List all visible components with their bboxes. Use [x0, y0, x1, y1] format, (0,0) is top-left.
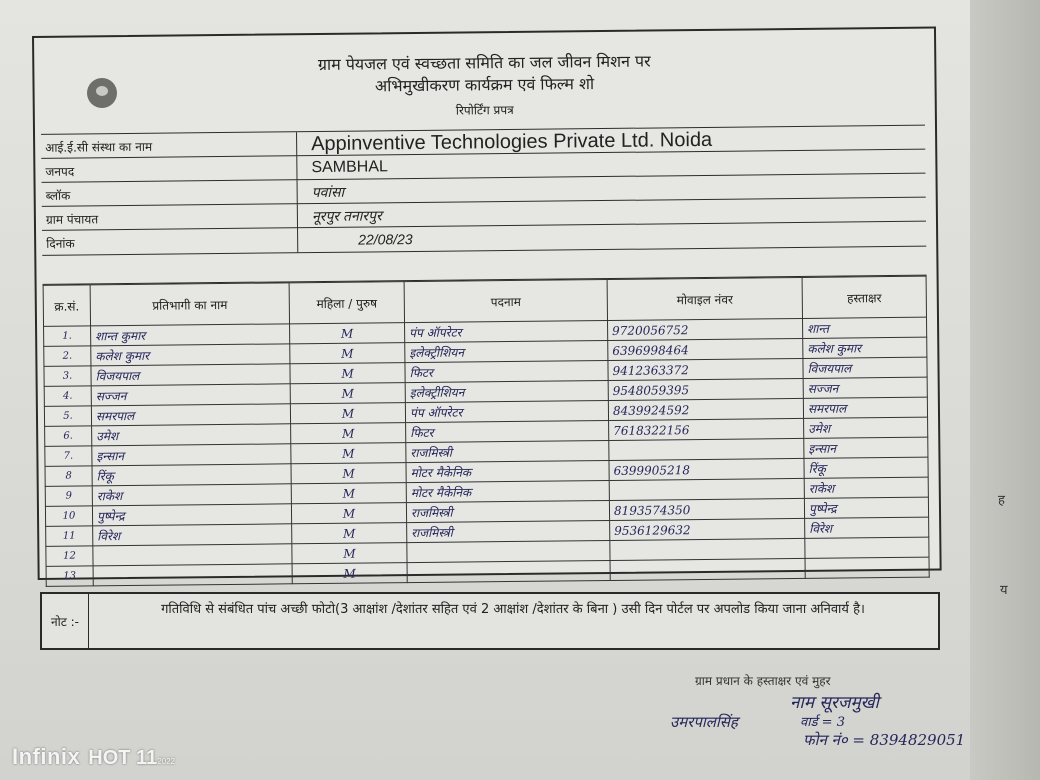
watermark-brand: Infinix — [12, 744, 81, 769]
cell-name: विरेश — [93, 524, 292, 546]
cell-gender: M — [291, 443, 406, 464]
cell-name: इन्सान — [92, 444, 291, 466]
cell-signature — [805, 537, 929, 558]
field-label: जनपद — [45, 164, 75, 179]
cell-gender: M — [290, 323, 405, 344]
col-header-gender: महिला / पुरुष — [289, 282, 404, 324]
form-title-line2: अभिमुखीकरण कार्यक्रम एवं फिल्म शो — [374, 74, 595, 96]
cell-signature: रिंकू — [804, 457, 928, 478]
cell-mobile: 9536129632 — [610, 518, 805, 540]
note-box — [40, 592, 940, 650]
cell-name: पुष्पेन्द्र — [92, 504, 291, 526]
field-label: ब्लॉक — [45, 188, 71, 203]
field-label: आई.ई.सी संस्था का नाम — [45, 139, 153, 155]
cell-name: राकेश — [92, 484, 291, 506]
cell-mobile: 8439924592 — [608, 398, 803, 420]
jal-jeevan-mission-logo — [52, 68, 152, 118]
cell-designation: राजमिस्त्री — [406, 500, 609, 522]
cell-sn: 7. — [45, 446, 92, 466]
cell-name: उमेश — [92, 424, 291, 446]
cell-signature: शान्त — [803, 317, 927, 338]
field-value: पवांसा — [297, 180, 345, 204]
field-label: ग्राम पंचायत — [45, 212, 99, 227]
col-header-mobile: मोवाइल नंवर — [607, 277, 802, 320]
cell-designation: राजमिस्त्री — [407, 520, 610, 542]
cell-gender: M — [292, 543, 407, 564]
pradhan-signature-label: ग्राम प्रधान के हस्ताक्षर एवं मुहर — [695, 674, 831, 688]
cell-mobile: 9548059395 — [608, 378, 803, 400]
cell-name: शान्त कुमार — [91, 324, 290, 346]
cell-sn: 9 — [45, 486, 92, 506]
cell-designation: फिटर — [405, 360, 608, 382]
cell-sn: 8 — [45, 466, 92, 486]
cell-mobile: 7618322156 — [609, 418, 804, 440]
cell-gender: M — [291, 503, 406, 524]
cell-designation: पंप ऑपरेटर — [405, 400, 608, 422]
cell-name: कलेश कुमार — [91, 344, 290, 366]
cell-name: सज्जन — [91, 384, 290, 406]
cell-designation: राजमिस्त्री — [406, 440, 609, 462]
cell-sn: 1. — [44, 326, 91, 346]
cell-sn: 11 — [46, 526, 93, 546]
watermark-model: HOT 11 — [88, 747, 158, 769]
cell-name — [93, 564, 292, 586]
cell-signature: उमेश — [804, 417, 928, 438]
water-drop-icon — [87, 78, 117, 108]
camera-watermark — [12, 744, 175, 770]
cell-sn: 13 — [46, 566, 93, 586]
cell-designation: इलेक्ट्रीशियन — [405, 380, 608, 402]
field-label: दिनांक — [46, 236, 75, 251]
cell-sn: 3. — [44, 366, 91, 386]
pradhan-phone: फोन नं० = 8394829051 — [803, 731, 966, 749]
cell-sn: 4. — [44, 386, 91, 406]
cell-sn: 12 — [46, 546, 93, 566]
cell-signature: समरपाल — [803, 397, 927, 418]
reporting-form — [32, 27, 942, 580]
cell-name — [93, 544, 292, 566]
cell-mobile — [609, 478, 804, 500]
cell-designation: मोटर मैकेनिक — [406, 460, 609, 482]
cell-gender: M — [290, 363, 405, 384]
pradhan-extra-signature: उमरपालसिंह — [670, 713, 738, 731]
cell-gender: M — [291, 423, 406, 444]
form-subtitle: रिपोर्टिंग प्रपत्र — [455, 102, 514, 118]
cell-mobile: 9412363372 — [608, 358, 803, 380]
pradhan-name: नाम सूरजमुखी — [790, 693, 879, 713]
cell-sn: 6. — [45, 426, 92, 446]
cell-designation — [407, 540, 610, 562]
watermark-year: 2022 — [157, 757, 175, 766]
cell-mobile — [610, 558, 805, 580]
cell-gender: M — [290, 403, 405, 424]
field-value: 22/08/23 — [297, 227, 413, 252]
cell-signature: पुष्पेन्द्र — [804, 497, 928, 518]
col-header-sn: क्र.सं. — [43, 285, 90, 326]
cell-name: समरपाल — [91, 404, 290, 426]
adjacent-page-edge — [970, 0, 1040, 780]
pradhan-ward: वार्ड = 3 — [800, 715, 845, 730]
col-header-designation: पदनाम — [404, 279, 607, 322]
cell-mobile — [609, 438, 804, 460]
cell-mobile: 8193574350 — [609, 498, 804, 520]
field-value: SAMBHAL — [296, 155, 388, 180]
cell-gender: M — [290, 343, 405, 364]
cell-sn: 5. — [44, 406, 91, 426]
cell-gender: M — [290, 383, 405, 404]
cell-signature: सज्जन — [803, 377, 927, 398]
col-header-signature: हस्ताक्षर — [802, 276, 926, 318]
cell-signature: विजयपाल — [803, 357, 927, 378]
note-label: नोट :- — [42, 594, 89, 648]
cell-signature: राकेश — [804, 477, 928, 498]
cell-designation: फिटर — [406, 420, 609, 442]
cell-mobile: 6399905218 — [609, 458, 804, 480]
cell-name: विजयपाल — [91, 364, 290, 386]
cell-signature: विरेश — [805, 517, 929, 538]
cell-gender: M — [291, 483, 406, 504]
cell-mobile: 9720056752 — [608, 318, 803, 340]
cell-mobile — [610, 538, 805, 560]
edge-glyph: य — [1000, 583, 1008, 598]
cell-signature — [805, 557, 929, 578]
cell-name: रिंकू — [92, 464, 291, 486]
cell-gender: M — [292, 563, 407, 584]
cell-gender: M — [292, 523, 407, 544]
cell-signature: कलेश कुमार — [803, 337, 927, 358]
field-value: नूरपुर तनारपुर — [297, 203, 382, 228]
cell-designation — [407, 560, 610, 582]
form-title-line1: ग्राम पेयजल एवं स्वच्छता समिति का जल जीवन मिशन पर — [317, 51, 651, 75]
cell-designation: मोटर मैकेनिक — [406, 480, 609, 502]
cell-designation: पंप ऑपरेटर — [405, 320, 608, 342]
cell-designation: इलेक्ट्रीशियन — [405, 340, 608, 362]
cell-sn: 2. — [44, 346, 91, 366]
edge-glyph: ह — [998, 493, 1005, 508]
field-value: Appinventive Technologies Private Ltd. Noida — [296, 128, 712, 156]
cell-gender: M — [291, 463, 406, 484]
col-header-name: प्रतिभागी का नाम — [90, 283, 289, 326]
note-text: गतिविधि से संबंधित पांच अच्छी फोटो(3 आक्षांश /देशांतर सहित एवं 2 आक्षांश /देशांतर के बिना ) उसी दिन पोर्टल पर अपलोड किया जाना अनिवार्य है। — [161, 602, 865, 617]
cell-mobile: 6396998464 — [608, 338, 803, 360]
cell-signature: इन्सान — [804, 437, 928, 458]
cell-sn: 10 — [45, 506, 92, 526]
participants-table — [43, 275, 930, 587]
